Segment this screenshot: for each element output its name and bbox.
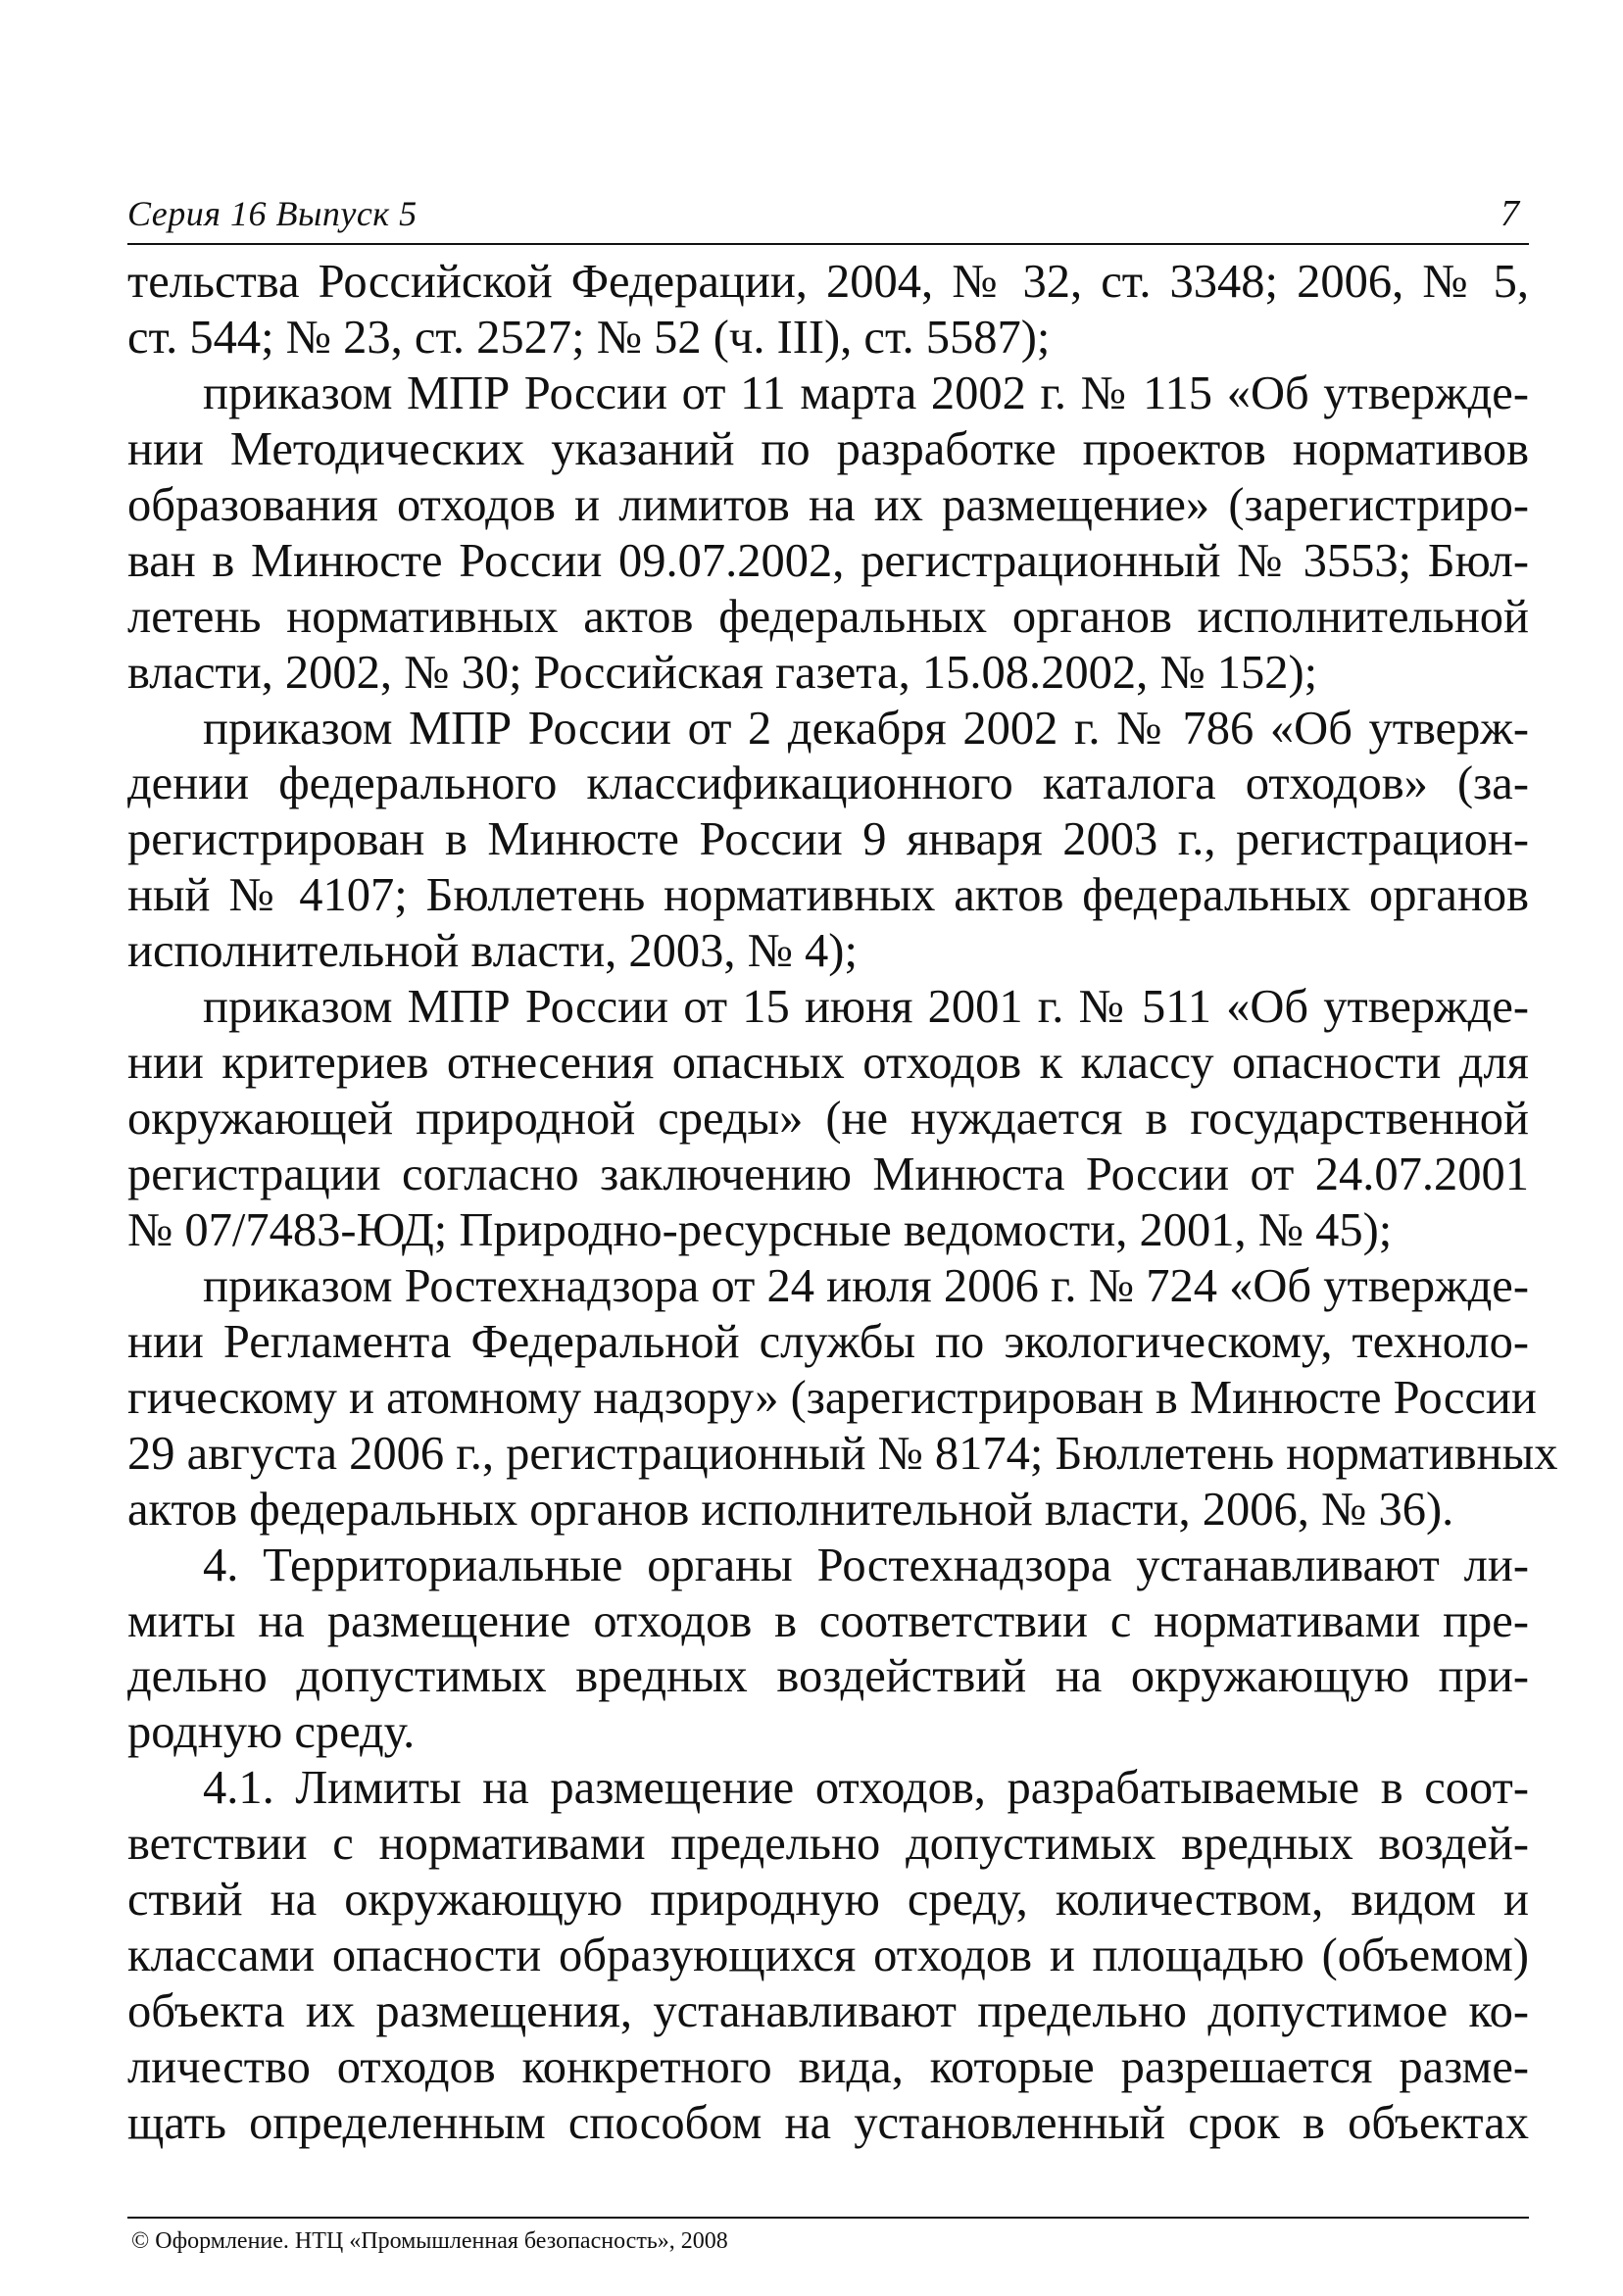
text-line: регистрирован в Минюсте России 9 января 2003 г., регистрацион- — [127, 813, 1529, 866]
text-line: личество отходов конкретного вида, которые разрешается разме- — [127, 2041, 1529, 2093]
text-line: объекта их размещения, устанавливают предельно допустимое ко- — [127, 1985, 1529, 2038]
text-line: регистрации согласно заключению Минюста России от 24.07.2001 — [127, 1148, 1529, 1200]
text-line: нии Методических указаний по разработке проектов нормативов — [127, 422, 1529, 475]
text-line: власти, 2002, № 30; Российская газета, 15.08.2002, № 152); — [127, 646, 1318, 699]
text-line: нии Регламента Федеральной службы по экологическому, техноло- — [127, 1315, 1529, 1368]
body-text — [127, 255, 1558, 2152]
text-line: 4. Территориальные органы Ростехнадзора устанавливают ли- — [203, 1539, 1529, 1591]
text-line: классами опасности образующихся отходов и площадью (объемом) — [127, 1930, 1529, 1982]
text-line: 29 августа 2006 г., регистрационный № 8174; Бюллетень нормативных — [127, 1427, 1558, 1480]
text-line: ст. 544; № 23, ст. 2527; № 52 (ч. III), ст. 5587); — [127, 311, 1051, 364]
text-line: 4.1. Лимиты на размещение отходов, разрабатываемые в соот- — [203, 1762, 1529, 1815]
text-line: исполнительной власти, 2003, № 4); — [127, 925, 858, 978]
text-line: окружающей природной среды» (не нуждается в государственной — [127, 1093, 1529, 1146]
text-line: образования отходов и лимитов на их размещение» (зарегистриро- — [127, 478, 1529, 531]
text-line: тельства Российской Федерации, 2004, № 32, ст. 3348; 2006, № 5, — [127, 256, 1529, 308]
text-line: № 07/7483-ЮД; Природно-ресурсные ведомости, 2001, № 45); — [127, 1203, 1393, 1256]
text-line: родную среду. — [127, 1706, 416, 1759]
text-line: ный № 4107; Бюллетень нормативных актов федеральных органов — [127, 869, 1529, 922]
text-line: летень нормативных актов федеральных органов исполнительной — [127, 590, 1529, 643]
running-header-title: Серия 16 Выпуск 5 — [127, 194, 418, 233]
text-line: гическому и атомному надзору» (зарегистрирован в Минюсте России — [127, 1371, 1537, 1424]
page-number: 7 — [1500, 193, 1519, 234]
text-line: ван в Минюсте России 09.07.2002, регистрационный № 3553; Бюл- — [127, 534, 1529, 587]
text-line: миты на размещение отходов в соответствии с нормативами пре- — [127, 1594, 1529, 1647]
text-line: приказом Ростехнадзора от 24 июля 2006 г. № 724 «Об утвержде- — [203, 1259, 1529, 1312]
text-line: щать определенным способом на установленный срок в объектах — [127, 2096, 1529, 2149]
text-line: приказом МПР России от 15 июня 2001 г. № 511 «Об утвержде- — [203, 981, 1529, 1034]
text-line: ветствии с нормативами предельно допустимых вредных воздей- — [127, 1818, 1529, 1871]
page-footer — [127, 2217, 1529, 2256]
page-header — [127, 192, 1529, 245]
text-line: актов федеральных органов исполнительной власти, 2006, № 36). — [127, 1483, 1454, 1536]
text-line: приказом МПР России от 2 декабря 2002 г. № 786 «Об утверж- — [203, 702, 1529, 755]
text-line: нии критериев отнесения опасных отходов к классу опасности для — [127, 1037, 1529, 1090]
text-line: дельно допустимых вредных воздействий на окружающую при- — [127, 1650, 1529, 1703]
text-line: ствий на окружающую природную среду, количеством, видом и — [127, 1874, 1529, 1927]
text-line: дении федерального классификационного каталога отходов» (за- — [127, 757, 1529, 810]
copyright-notice: © Оформление. НТЦ «Промышленная безопасность», 2008 — [131, 2228, 728, 2254]
text-line: приказом МПР России от 11 марта 2002 г. № 115 «Об утвержде- — [203, 366, 1529, 419]
